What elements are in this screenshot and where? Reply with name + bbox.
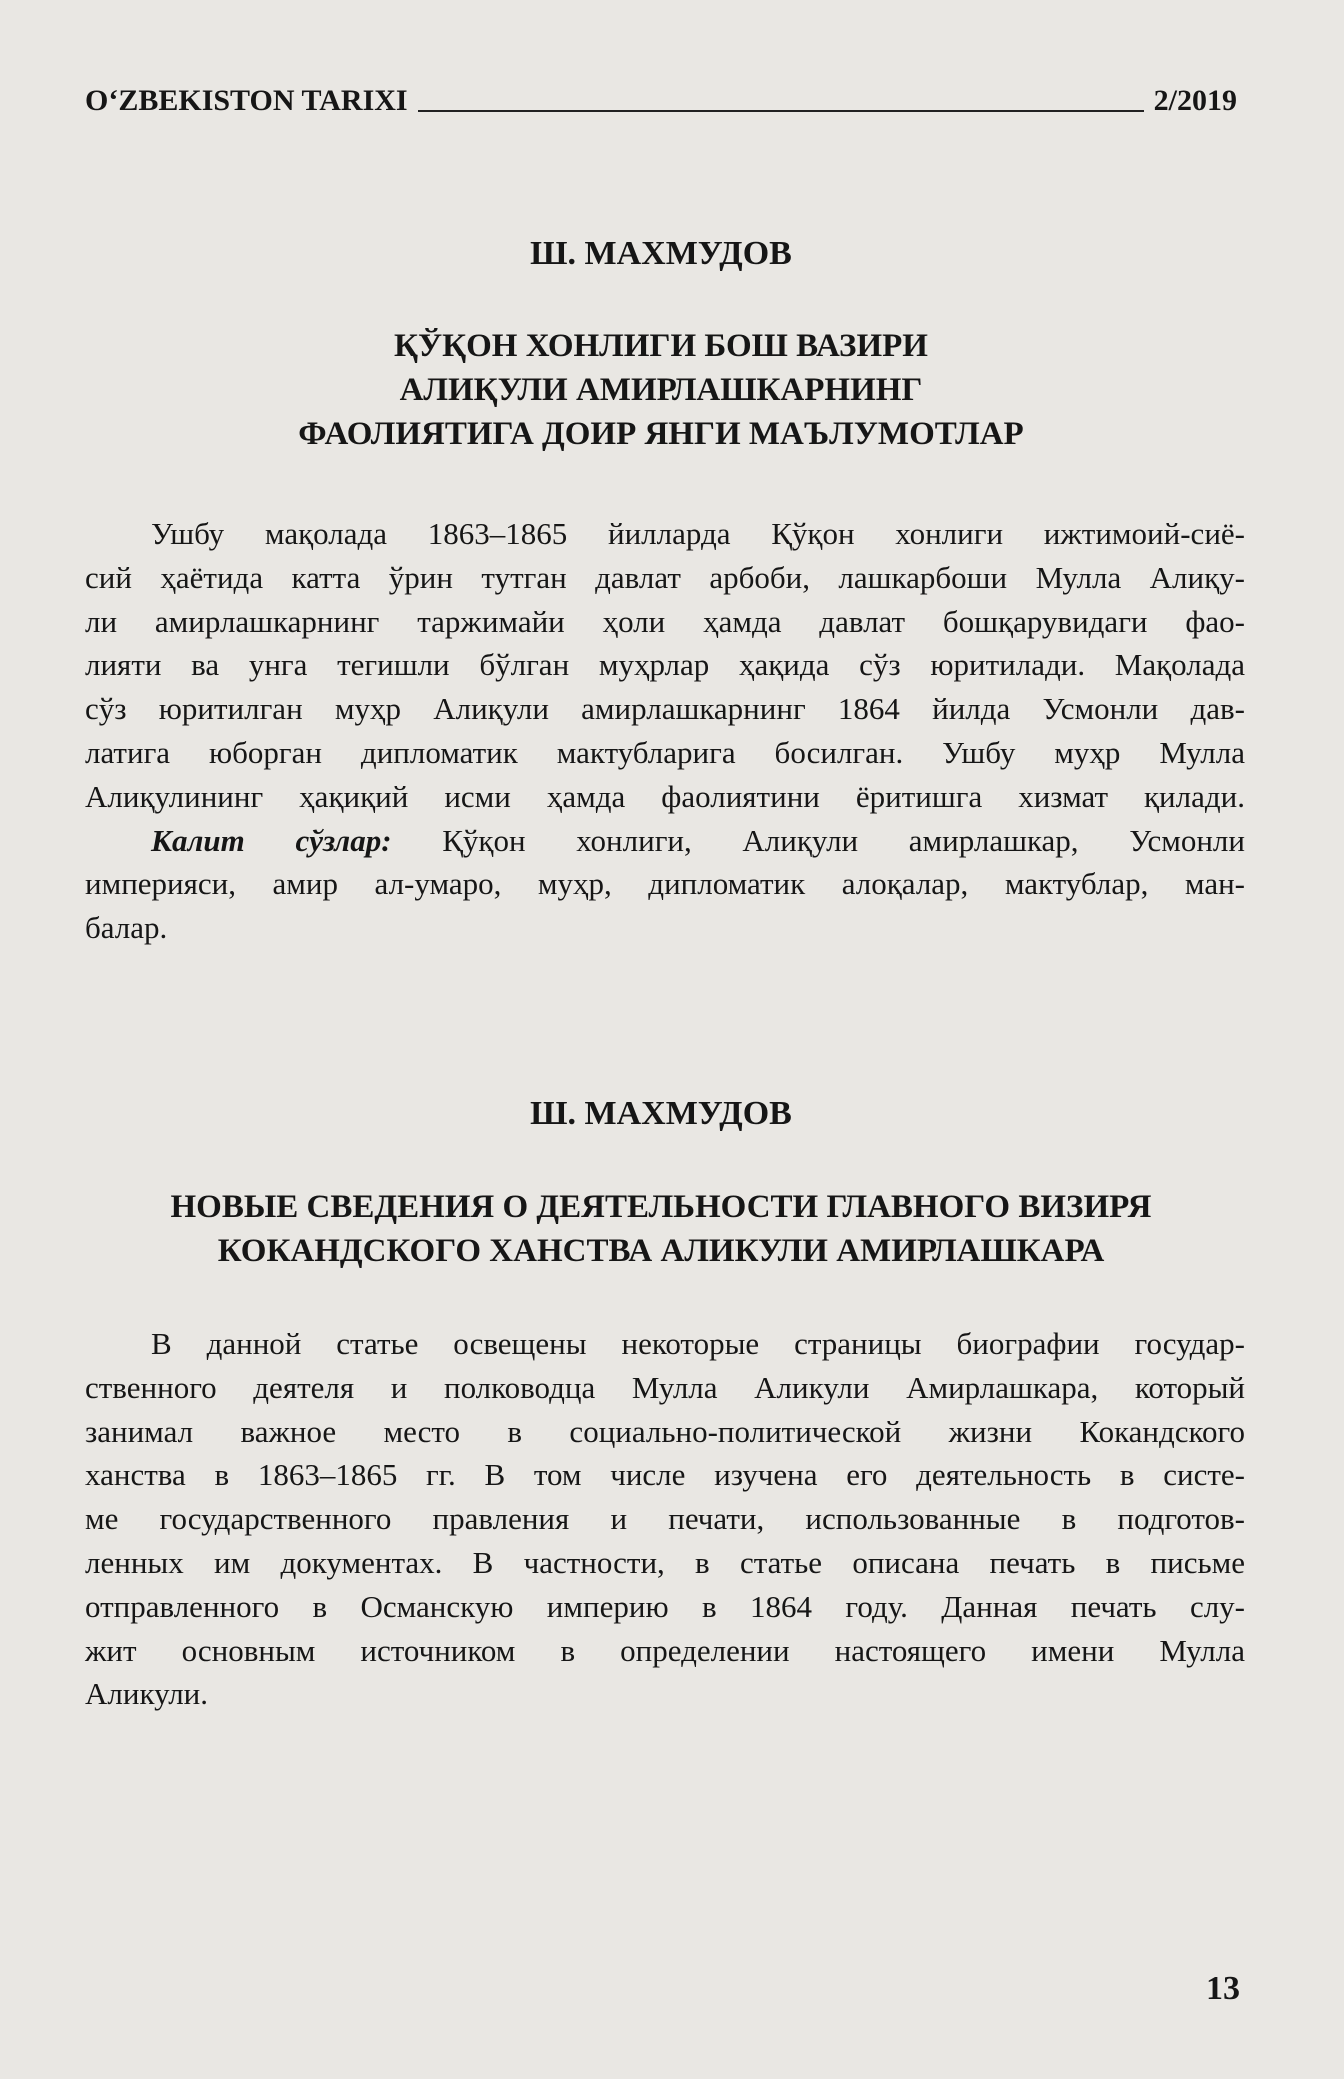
ru-abstract-line: В данной статье освещены некоторые страницы биографии государ- <box>151 1326 1245 1361</box>
ru-abstract-line: ме государственного правления и печати, использованные в подготов- <box>85 1501 1245 1537</box>
ru-title-line: КОКАНДСКОГО ХАНСТВА АЛИКУЛИ АМИРЛАШКАРА <box>217 1233 1105 1269</box>
uz-abstract-line: латига юборган дипломатик мактубларига босилган. Ушбу муҳр Мулла <box>85 734 1245 770</box>
ru-title <box>85 1185 1237 1273</box>
uz-title-line: ФАОЛИЯТИГА ДОИР ЯНГИ МАЪЛУМОТЛАР <box>298 416 1024 452</box>
uz-author: Ш. МАХМУДОВ <box>530 235 792 272</box>
keywords-text: Қўқон хонлиги, Алиқули амирлашкар, Усмонли <box>391 822 1245 858</box>
uz-abstract-line: сий ҳаётида катта ўрин тутган давлат арбоби, лашкарбоши Мулла Алиқу- <box>85 559 1245 595</box>
issue-number: 2/2019 <box>1153 84 1237 117</box>
uz-title-line: АЛИҚУЛИ АМИРЛАШКАРНИНГ <box>399 372 923 408</box>
ru-author: Ш. МАХМУДОВ <box>530 1095 792 1132</box>
uz-keywords-line: балар. <box>85 910 168 946</box>
uz-abstract-line: Алиқулининг ҳақиқий исми ҳамда фаолиятини ёритишга хизмат қилади. <box>85 778 1245 814</box>
uz-abstract-line: сўз юритилган муҳр Алиқули амирлашкарнинг 1864 йилда Усмонли дав- <box>85 691 1245 727</box>
uz-abstract-line: ли амирлашкарнинг таржимайи ҳоли ҳамда давлат бошқарувидаги фао- <box>85 603 1245 639</box>
uz-keywords-line: империяси, амир ал-умаро, муҳр, дипломатик алоқалар, мактублар, ман- <box>85 866 1245 902</box>
ru-abstract-line: ственного деятеля и полководца Мулла Аликули Амирлашкара, который <box>85 1369 1245 1405</box>
uz-title-line: ҚЎҚОН ХОНЛИГИ БОШ ВАЗИРИ <box>394 328 928 364</box>
ru-title-line: НОВЫЕ СВЕДЕНИЯ О ДЕЯТЕЛЬНОСТИ ГЛАВНОГО ВИЗИРЯ <box>170 1189 1152 1225</box>
ru-abstract-line: ленных им документах. В частности, в статье описана печать в письме <box>85 1544 1245 1580</box>
uz-abstract <box>85 512 1245 950</box>
uz-abstract-line: Ушбу мақолада 1863–1865 йилларда Қўқон хонлиги ижтимоий-сиё- <box>151 516 1245 551</box>
ru-abstract-line: Аликули. <box>85 1676 209 1712</box>
ru-abstract-line: отправленного в Османскую империю в 1864 году. Данная печать слу- <box>85 1588 1245 1624</box>
ru-abstract <box>85 1322 1245 1716</box>
uz-title <box>85 324 1237 456</box>
page-number: 13 <box>1206 1970 1240 2007</box>
running-header <box>85 84 1237 118</box>
uz-abstract-line: лияти ва унга тегишли бўлган муҳрлар ҳақида сўз юритилади. Мақолада <box>85 647 1245 683</box>
header-rule <box>418 110 1144 112</box>
journal-title: O‘ZBEKISTON TARIXI <box>85 84 408 117</box>
ru-abstract-line: занимал важное место в социально-политической жизни Кокандского <box>85 1413 1245 1449</box>
keywords-label: Калит сўзлар: <box>151 822 392 858</box>
ru-abstract-line: ханства в 1863–1865 гг. В том числе изучена его деятельность в систе- <box>85 1457 1245 1493</box>
uz-keywords-line <box>85 819 1245 863</box>
ru-abstract-line: жит основным источником в определении настоящего имени Мулла <box>85 1632 1245 1668</box>
